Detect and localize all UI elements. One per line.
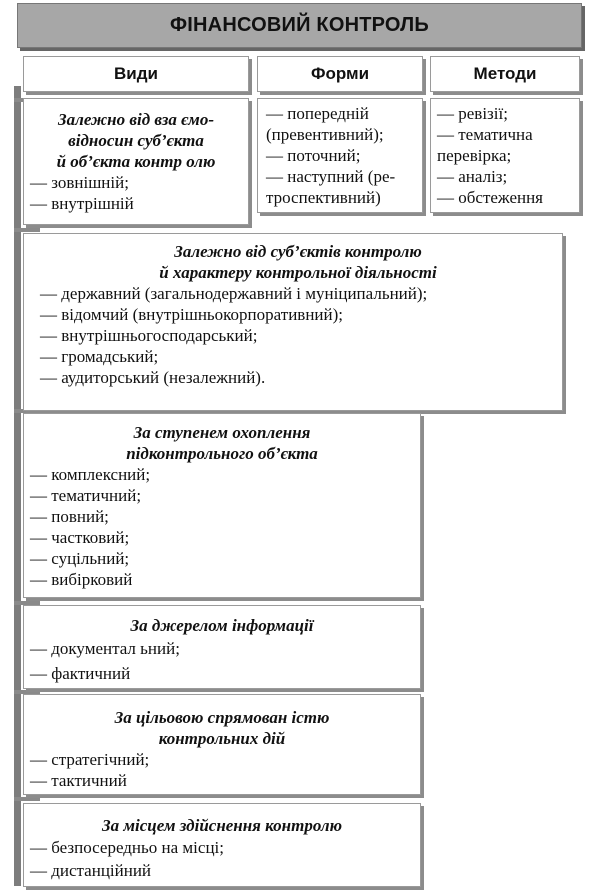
heading-line: й об’єкта контр олю — [56, 152, 216, 171]
heading-line: За джерелом інформації — [130, 616, 314, 635]
list-item: — повний; — [30, 507, 109, 526]
group-box-interrelation — [23, 98, 249, 225]
group-heading — [40, 241, 556, 283]
list-item: — суцільний; — [30, 549, 130, 568]
group-items — [30, 636, 414, 686]
column-header-types — [23, 56, 249, 92]
group-heading — [30, 109, 242, 172]
column-header-forms — [257, 56, 423, 92]
list-item: — частковий; — [30, 528, 130, 547]
list-item: — безпосередньо на місці; — [30, 838, 224, 857]
group-heading — [30, 615, 414, 636]
group-items — [40, 283, 556, 388]
group-box-information-source — [23, 605, 421, 689]
heading-line: За цільовою спрямован істю — [114, 708, 330, 727]
list-item: — внутрішньогосподарський; — [40, 326, 258, 345]
list-item: — документал ьний; — [30, 639, 180, 658]
connector-tick — [14, 228, 40, 232]
heading-line: Залежно від суб’єктів контролю — [174, 242, 422, 261]
connector-bar — [14, 86, 21, 886]
heading-line: підконтрольного об’єкта — [126, 444, 318, 463]
list-item: — внутрішній — [30, 194, 134, 213]
list-item: — державний (загальнодержавний і муніципальний); — [40, 284, 428, 303]
heading-line: контрольних дій — [158, 729, 286, 748]
heading-line: За місцем здійснення контролю — [101, 816, 343, 835]
list-item: — тематична — [437, 125, 533, 144]
forms-list — [266, 103, 418, 208]
column-header-methods-label: Методи — [473, 64, 537, 83]
heading-line: За ступенем охоплення — [133, 423, 311, 442]
column-header-forms-label: Форми — [310, 64, 370, 83]
list-item: — громадський; — [40, 347, 159, 366]
group-items — [30, 836, 414, 882]
forms-box — [257, 98, 423, 213]
group-box-subjects — [23, 233, 563, 411]
connector-tick — [14, 797, 40, 801]
group-box-target-orientation — [23, 694, 421, 795]
heading-line: й характеру контрольної діяльності — [159, 263, 437, 282]
list-item: — комплексний; — [30, 465, 151, 484]
list-item: перевірка; — [437, 146, 512, 165]
methods-box — [430, 98, 580, 213]
methods-list — [437, 103, 575, 208]
list-item: — ревізії; — [437, 104, 508, 123]
list-item: — відомчий (внутрішньокорпоративний); — [40, 305, 343, 324]
group-items — [30, 749, 414, 791]
list-item: — аудиторський (незалежний). — [40, 368, 266, 387]
list-item: — зовнішній; — [30, 173, 129, 192]
list-item: — фактичний — [30, 664, 131, 683]
diagram-title: ФІНАНСОВИЙ КОНТРОЛЬ — [17, 3, 582, 48]
list-item: — тематичний; — [30, 486, 142, 505]
list-item: — тактичний — [30, 771, 127, 790]
list-item: (превентивний); — [266, 125, 384, 144]
group-heading — [30, 707, 414, 749]
group-items — [30, 464, 414, 590]
group-box-location — [23, 803, 421, 887]
list-item: — стратегічний; — [30, 750, 150, 769]
list-item: — наступний (ре- — [266, 167, 396, 186]
column-header-types-label: Види — [114, 64, 158, 83]
list-item: — вибірковий — [30, 570, 133, 589]
heading-line: Залежно від вза ємо- — [58, 110, 214, 129]
column-header-methods — [430, 56, 580, 92]
group-heading — [30, 815, 414, 836]
list-item: — поточний; — [266, 146, 361, 165]
list-item: — попередній — [266, 104, 369, 123]
heading-line: відносин суб’єкта — [68, 131, 204, 150]
list-item: — дистанційний — [30, 861, 152, 880]
group-heading — [30, 422, 414, 464]
list-item: троспективний) — [266, 188, 381, 207]
group-box-coverage — [23, 413, 421, 598]
group-items — [30, 172, 242, 214]
list-item: — обстеження — [437, 188, 544, 207]
list-item: — аналіз; — [437, 167, 508, 186]
